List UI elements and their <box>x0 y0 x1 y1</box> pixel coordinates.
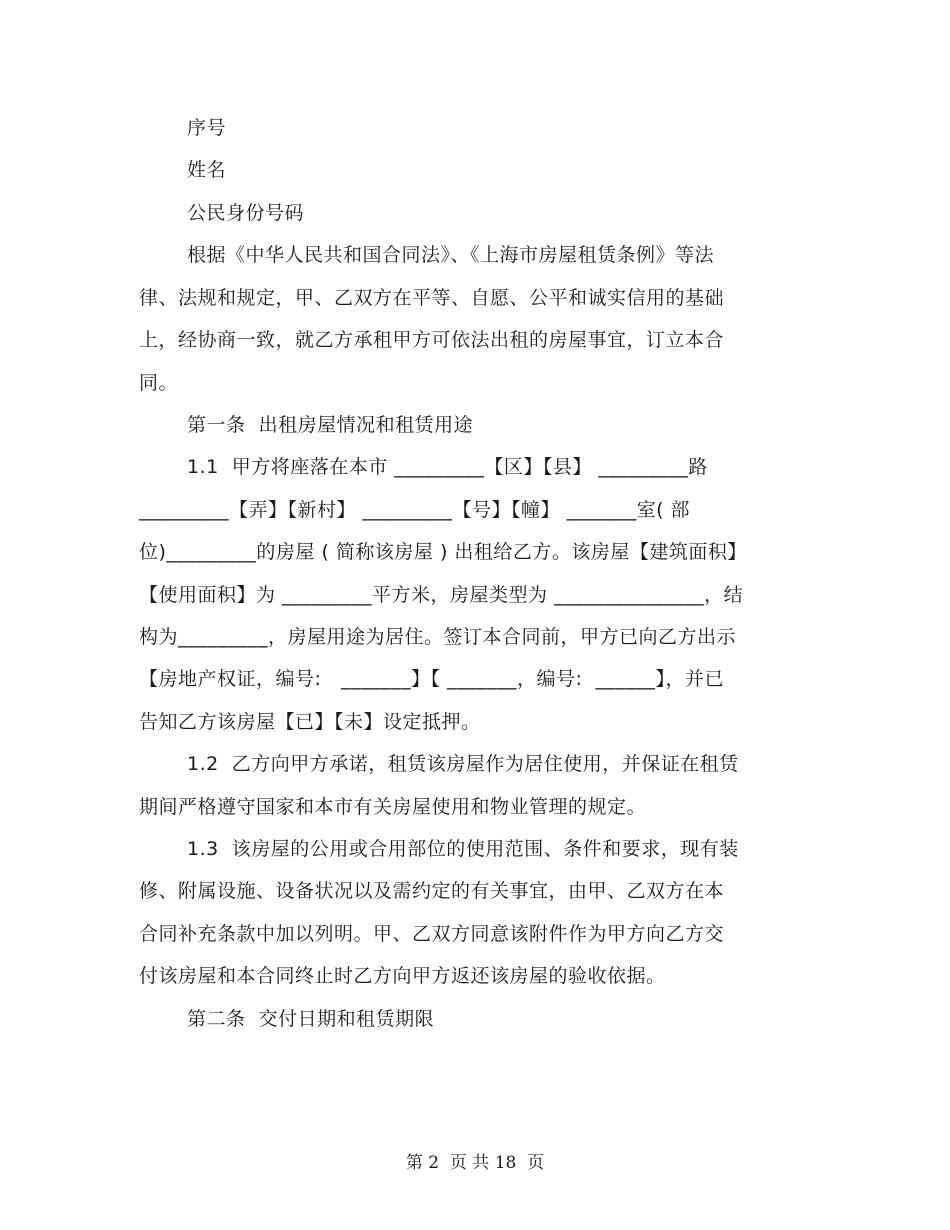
paragraph-line: 根据《中华人民共和国合同法》、《上海市房屋租赁条例》等法 <box>187 244 715 266</box>
paragraph-line: 律、法规和规定，甲、乙双方在平等、自愿、公平和诚实信用的基础 <box>139 287 725 309</box>
paragraph-line: _________【弄】【新村】 _________【号】【幢】 _______室( 部 <box>139 499 691 521</box>
paragraph-line: 【房地产权证，编号: _______】【 _______，编号: ______】，并已 <box>139 668 725 690</box>
section-heading: 第二条 交付日期和租赁期限 <box>187 1008 435 1030</box>
paragraph-line: 位)_________的房屋 ( 简称该房屋 ) 出租给乙方。该房屋【建筑面积】 <box>139 541 747 563</box>
paragraph-line: 告知乙方该房屋【已】【未】设定抵押。 <box>139 711 481 733</box>
paragraph-line: 同。 <box>139 372 179 394</box>
paragraph-line: 1.3 该房屋的公用或合用部位的使用范围、条件和要求，现有装 <box>187 838 739 860</box>
paragraph-line: 1.1 甲方将座落在本市 _________【区】【县】 _________路 <box>187 456 708 478</box>
paragraph-line: 1.2 乙方向甲方承诺，租赁该房屋作为居住使用，并保证在租赁 <box>187 753 739 775</box>
section-heading: 第一条 出租房屋情况和租赁用途 <box>187 414 474 436</box>
page-number-footer: 第 2 页 共 18 页 <box>405 1153 545 1173</box>
field-label-id-number: 公民身份号码 <box>187 202 305 224</box>
paragraph-line: 付该房屋和本合同终止时乙方向甲方返还该房屋的验收依据。 <box>139 965 666 987</box>
paragraph-line: 修、附属设施、设备状况以及需约定的有关事宜，由甲、乙双方在本 <box>139 880 725 902</box>
field-label-serial: 序号 <box>187 117 227 139</box>
paragraph-line: 期间严格遵守国家和本市有关房屋使用和物业管理的规定。 <box>139 796 647 818</box>
paragraph-line: 【使用面积】为 _________平方米，房屋类型为 _______________，结 <box>139 584 744 606</box>
paragraph-line: 上，经协商一致，就乙方承租甲方可依法出租的房屋事宜，订立本合 <box>139 329 725 351</box>
paragraph-line: 构为_________，房屋用途为居住。签订本合同前，甲方已向乙方出示 <box>139 626 737 648</box>
field-label-name: 姓名 <box>187 159 227 181</box>
paragraph-line: 合同补充条款中加以列明。甲、乙双方同意该附件作为甲方向乙方交 <box>139 923 725 945</box>
